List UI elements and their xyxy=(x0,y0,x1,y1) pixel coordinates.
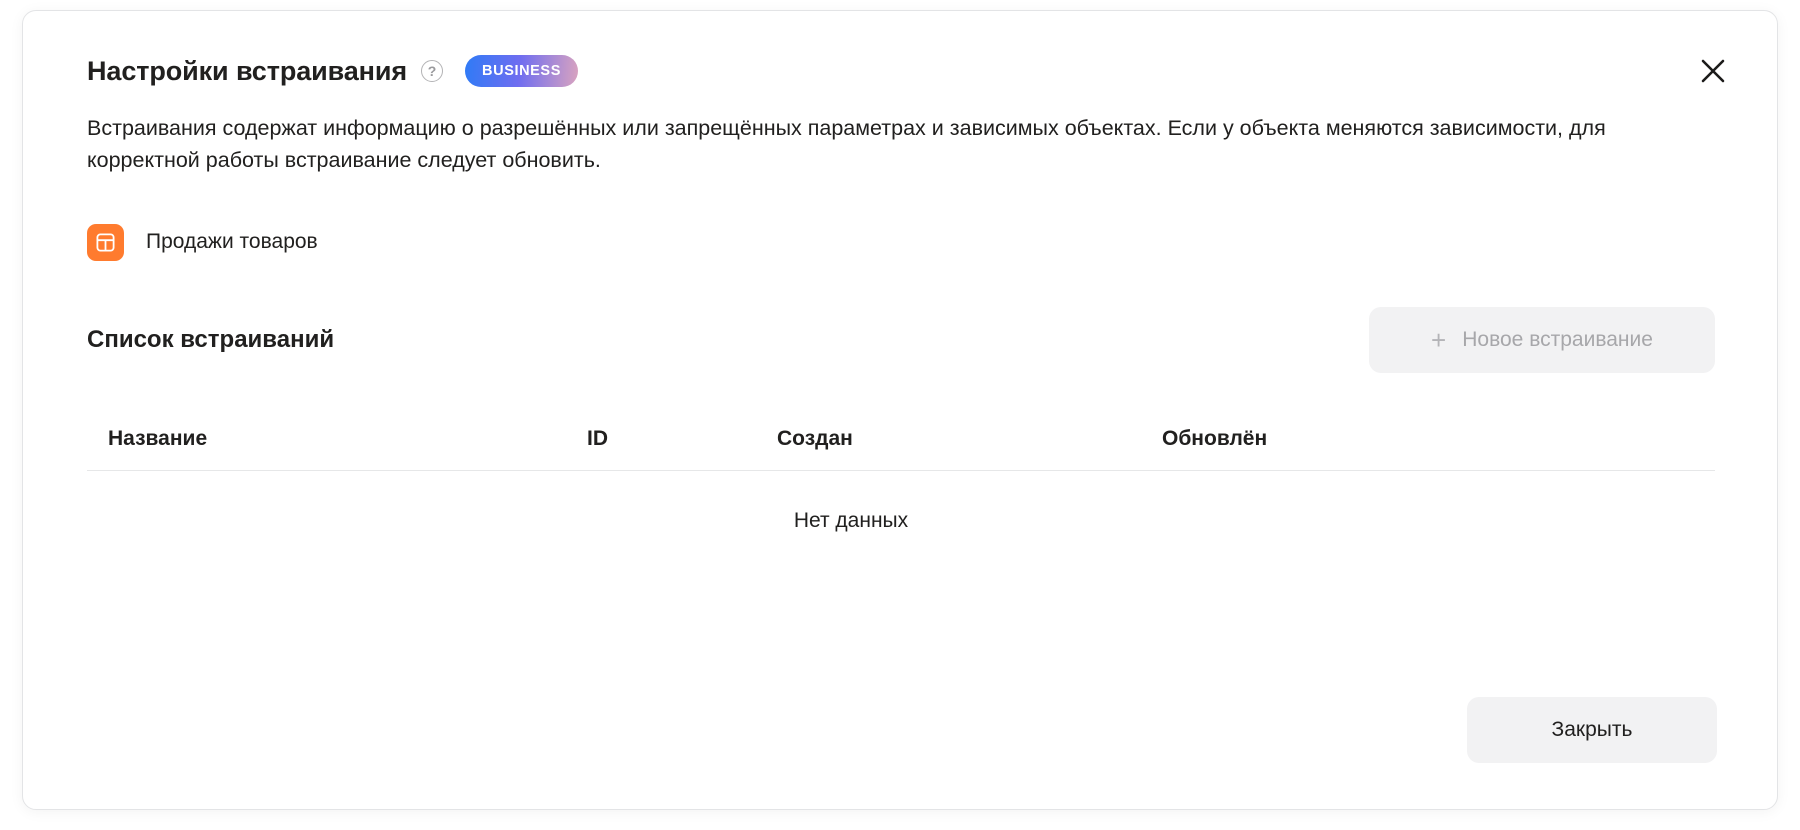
entity-label: Продажи товаров xyxy=(146,230,318,254)
section-title: Список встраиваний xyxy=(87,325,335,353)
section-row xyxy=(87,307,1715,373)
embedding-settings-dialog xyxy=(22,10,1778,810)
page-title: Настройки встраивания xyxy=(87,55,408,86)
close-icon[interactable] xyxy=(1695,53,1731,89)
close-button[interactable]: Закрыть xyxy=(1467,697,1717,763)
column-header-updated: Обновлён xyxy=(1162,426,1268,450)
status-badge: BUSINESS xyxy=(465,55,578,87)
table-empty-state: Нет данных xyxy=(793,508,909,532)
column-header-id: ID xyxy=(587,426,608,450)
dashboard-grid-icon xyxy=(87,224,124,261)
dialog-footer xyxy=(1467,697,1717,763)
column-header-name: Название xyxy=(108,426,208,450)
column-header-created: Создан xyxy=(777,426,853,450)
table-header-row xyxy=(87,427,1715,471)
new-embedding-label: Новое встраивание xyxy=(1462,327,1653,351)
embeddings-table xyxy=(87,427,1715,533)
plus-icon: + xyxy=(1431,324,1447,355)
dialog-header xyxy=(23,11,1777,87)
question-mark-icon[interactable]: ? xyxy=(421,60,443,82)
entity-row[interactable] xyxy=(87,224,1777,261)
dialog-description: Встраивания содержат информацию о разрешённых или запрещённых параметрах и зависимых объектах. Если у объекта меняются зависимости, для корректной работы встраивание следует обновить. xyxy=(87,116,1606,172)
new-embedding-button[interactable] xyxy=(1369,307,1715,373)
